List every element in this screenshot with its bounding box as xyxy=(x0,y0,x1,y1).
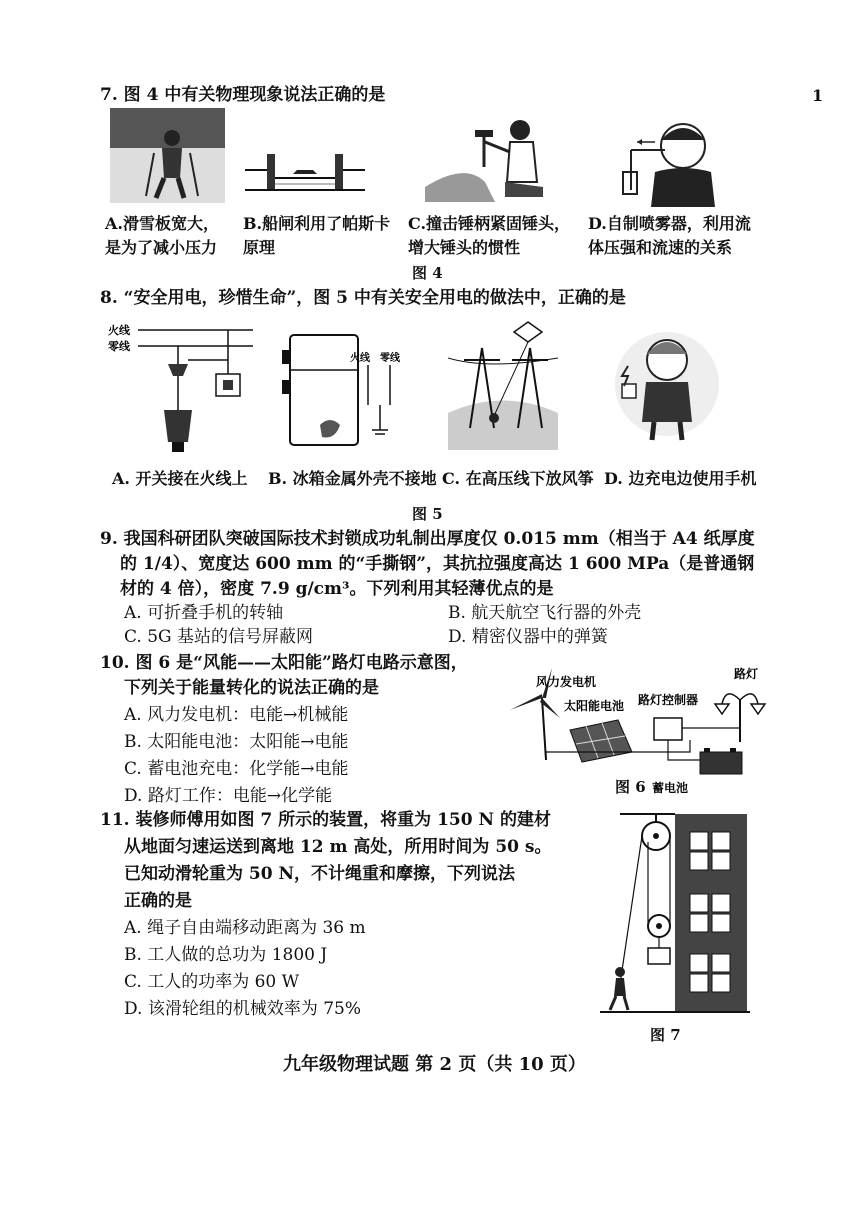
fridge-live-label: 火线 xyxy=(350,353,370,364)
q9-option-d: D. 精密仪器中的弹簧 xyxy=(448,627,608,647)
q11-option-a: A. 绳子自由端移动距离为 36 m xyxy=(124,918,366,938)
fridge-neutral-label: 零线 xyxy=(380,353,400,364)
q8-option-b: B. 冰箱金属外壳不接地 xyxy=(268,469,437,488)
q9-option-a: A. 可折叠手机的转轴 xyxy=(124,603,284,623)
sprayer-boy-image xyxy=(615,112,725,207)
page-corner-number: 1 xyxy=(812,86,824,105)
figure-6-caption: 图 6 xyxy=(615,778,646,796)
q10-option-a: A. 风力发电机：电能→机械能 xyxy=(124,705,349,725)
figure-7-caption: 图 7 xyxy=(650,1026,681,1044)
q7-option-a xyxy=(105,212,219,260)
q10-option-b: B. 太阳能电池：太阳能→电能 xyxy=(124,732,349,752)
pulley-building-diagram xyxy=(600,812,750,1017)
q10-option-c: C. 蓄电池充电：化学能→电能 xyxy=(124,759,349,779)
question-9-line3: 材的 4 倍），密度 7.9 g/cm³。下列利用其轻薄优点的是 xyxy=(120,579,554,599)
q7-option-d-line2: 体压强和流速的关系 xyxy=(588,238,733,257)
q11-option-c: C. 工人的功率为 60 W xyxy=(124,972,300,992)
question-11-line2: 从地面匀速运送到离地 12 m 高处，所用时间为 50 s。 xyxy=(124,837,552,857)
neutral-wire-label: 零线 xyxy=(108,340,130,353)
q8-option-c: C. 在高压线下放风筝 xyxy=(442,469,594,488)
q7-option-d xyxy=(588,212,751,260)
q9-option-c: C. 5G 基站的信号屏蔽网 xyxy=(124,627,314,647)
skier-image xyxy=(110,108,225,203)
question-9-line2: 的 1/4）、宽度达 600 mm 的“手撕钢”，其抗拉强度高达 1 600 MPa（是普通钢 xyxy=(120,554,755,574)
q7-option-a-line1: A.滑雪板宽大， xyxy=(105,214,219,233)
streetlight-label: 路灯 xyxy=(734,667,759,681)
hammer-image xyxy=(425,112,555,202)
q7-option-b-line1: B.船闸利用了帕斯卡 xyxy=(243,214,391,233)
question-10-line1: 10. 图 6 是“风能——太阳能”路灯电路示意图， xyxy=(100,653,468,673)
q11-option-b: B. 工人做的总功为 1800 J xyxy=(124,945,328,965)
q7-option-c-line1: C.撞击锤柄紧固锤头， xyxy=(408,214,571,233)
figure-4-caption: 图 4 xyxy=(412,264,443,282)
charging-phone-image xyxy=(612,322,722,447)
q7-option-c-line2: 增大锤头的惯性 xyxy=(408,238,521,257)
q11-option-d: D. 该滑轮组的机械效率为 75% xyxy=(124,999,362,1019)
question-10-line2: 下列关于能量转化的说法正确的是 xyxy=(124,678,379,698)
solar-cell-label: 太阳能电池 xyxy=(564,699,625,713)
q7-option-c xyxy=(408,212,570,260)
wind-generator-label: 风力发电机 xyxy=(536,675,597,689)
q10-option-d: D. 路灯工作：电能→化学能 xyxy=(124,786,333,806)
page-footer: 九年级物理试题 第 2 页（共 10 页） xyxy=(283,1054,586,1075)
question-11-line4: 正确的是 xyxy=(124,891,192,911)
live-wire-label: 火线 xyxy=(108,324,130,337)
q8-option-a: A. 开关接在火线上 xyxy=(112,469,248,488)
ship-lock-image xyxy=(245,148,365,198)
q9-option-b: B. 航天航空飞行器的外壳 xyxy=(448,603,642,623)
q7-option-a-line2: 是为了减小压力 xyxy=(105,238,218,257)
fridge-wiring-image xyxy=(280,325,410,450)
question-8-stem: 8. “安全用电，珍惜生命”，图 5 中有关安全用电的做法中，正确的是 xyxy=(100,288,626,308)
q7-option-b xyxy=(243,212,390,260)
controller-label: 路灯控制器 xyxy=(638,693,699,707)
switch-wiring-image xyxy=(108,320,253,455)
question-9-line1: 9. 我国科研团队突破国际技术封锁成功轧制出厚度仅 0.015 mm（相当于 A4 纸厚度 xyxy=(100,529,755,549)
figure-5-caption: 图 5 xyxy=(412,505,443,523)
question-11-line1: 11. 装修师傅用如图 7 所示的装置，将重为 150 N 的建材 xyxy=(100,810,551,830)
q8-option-d: D. 边充电边使用手机 xyxy=(604,469,757,488)
q7-option-d-line1: D.自制喷雾器，利用流 xyxy=(588,214,751,233)
battery-label: 蓄电池 xyxy=(652,781,689,795)
question-11-line3: 已知动滑轮重为 50 N，不计绳重和摩擦，下列说法 xyxy=(124,864,516,884)
q7-option-b-line2: 原理 xyxy=(243,238,276,257)
question-7-stem: 7. 图 4 中有关物理现象说法正确的是 xyxy=(100,85,386,105)
kite-powerline-image xyxy=(448,318,558,450)
